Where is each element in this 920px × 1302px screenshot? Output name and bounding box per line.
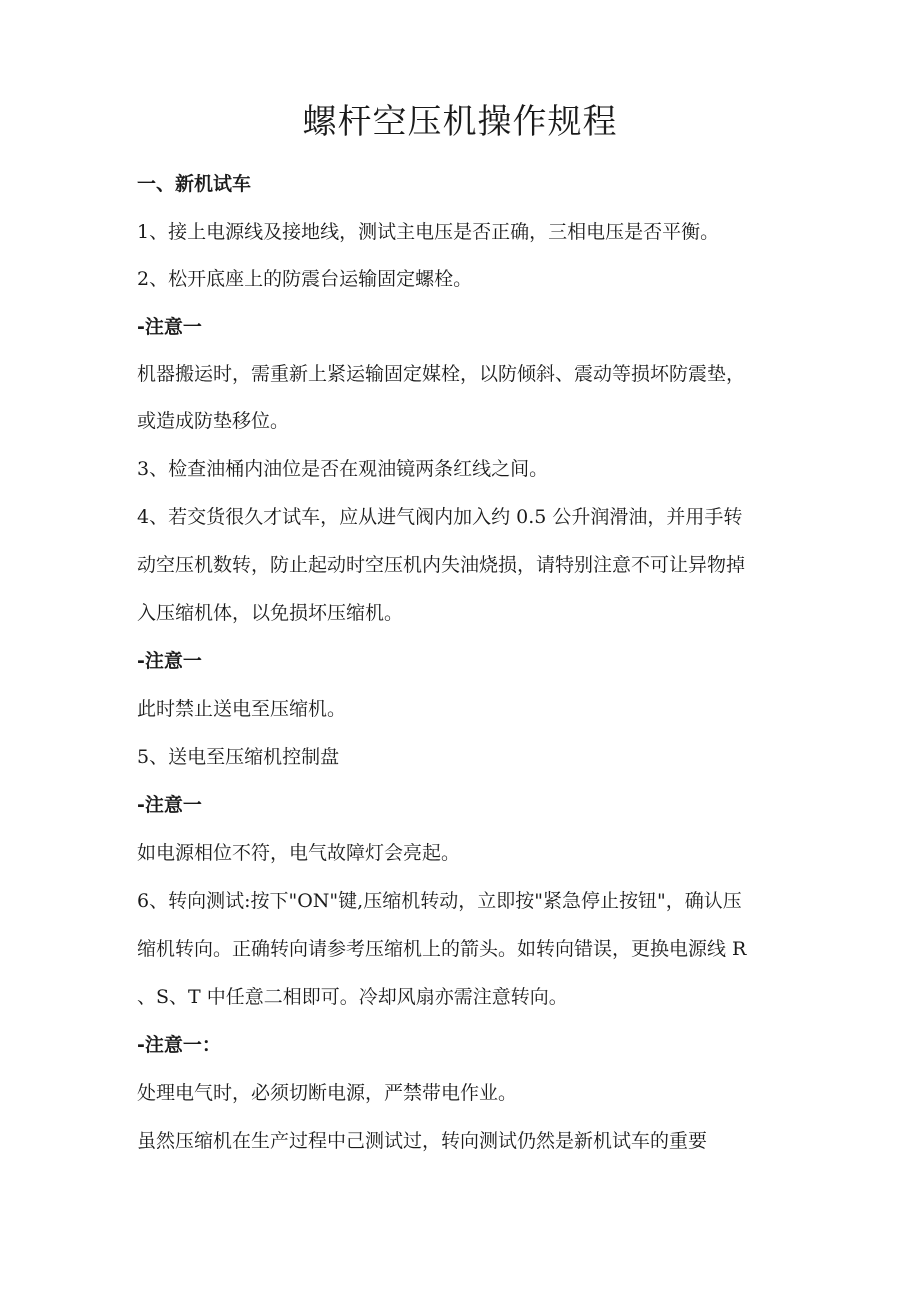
section-heading: 一、新机试车 [137, 173, 252, 195]
body-line: 缩机转向。正确转向请参考压缩机上的箭头。如转向错误，更换电源线 R [137, 938, 747, 960]
body-line: 5、送电至压缩机控制盘 [137, 746, 340, 768]
body-line: 4、若交货很久才试车，应从进气阀内加入约 0.5 公升润滑油，并用手转 [137, 506, 743, 528]
body-line: 如电源相位不符，电气故障灯会亮起。 [137, 842, 461, 864]
body-line: 虽然压缩机在生产过程中己测试过，转向测试仍然是新机试车的重要 [137, 1130, 708, 1152]
body-line: 1、接上电源线及接地线，测试主电压是否正确，三相电压是否平衡。 [137, 221, 720, 243]
body-line: 此时禁止送电至压缩机。 [137, 698, 347, 720]
section-heading: -注意一 [137, 650, 202, 672]
body-line: 处理电气时，必须切断电源，严禁带电作业。 [137, 1082, 518, 1104]
page-title: 螺杆空压机操作规程 [302, 102, 618, 142]
body-line: 动空压机数转，防止起动时空压机内失油烧损，请特别注意不可让异物掉 [137, 554, 746, 576]
body-line: 2、松开底座上的防震台运输固定螺栓。 [137, 268, 473, 290]
body-line: 入压缩机体，以免损坏压缩机。 [137, 602, 404, 624]
body-line: 机器搬运时，需重新上紧运输固定媒栓，以防倾斜、震动等损坏防震垫， [137, 363, 746, 385]
section-heading: -注意一 [137, 316, 202, 338]
section-heading: -注意一 [137, 794, 202, 816]
body-line: 或造成防垫移位。 [137, 410, 290, 432]
body-line: 6、转向测试:按下"ON"键,压缩机转动，立即按"紧急停止按钮"，确认压 [137, 890, 742, 912]
section-heading: -注意一： [137, 1034, 221, 1056]
body-line: 3、检查油桶内油位是否在观油镜两条红线之间。 [137, 458, 549, 480]
body-line: 、S、T 中任意二相即可。冷却风扇亦需注意转向。 [137, 986, 568, 1008]
